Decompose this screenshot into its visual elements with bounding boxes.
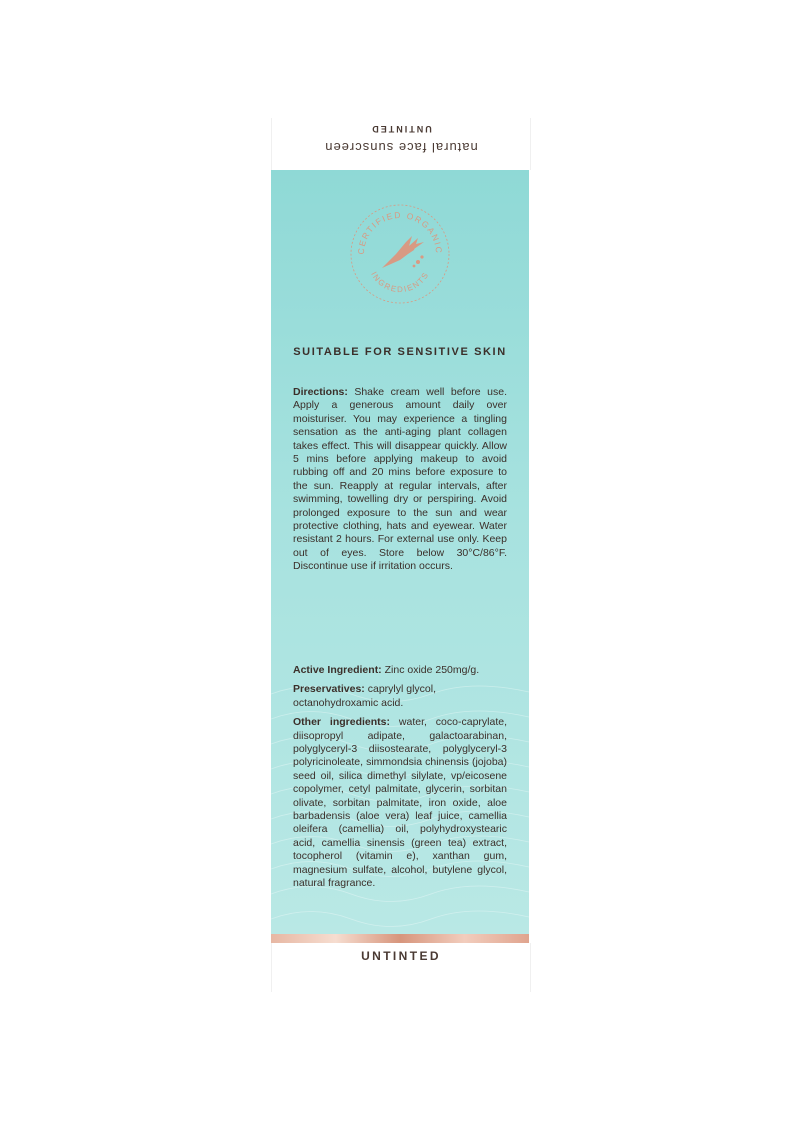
active-ingredient <box>293 664 507 677</box>
svg-text:CERTIFIED ORGANIC <box>356 210 444 255</box>
other-body: water, coco-caprylate, diisopropyl adipate, galactoarabinan, polyglyceryl-3 diisostearate, polyglyceryl-3 polyricinoleate, simmondsia chinensis (jojoba) seed oil, silica dimethyl silylate, vp/eicosene copolymer, cetyl palmitate, glycerin, sorbitan olivate, sorbitan palmitate, iron oxide, aloe barbadensis (aloe vera) leaf juice, camellia oleifera (camellia) oil, polyhydroxystearic acid, camellia sinensis (green tea) extract, tocopherol (vitamin e), xanthan gum, magnesium sulfate, alcohol, butylene glycol, natural fragrance. <box>293 716 508 890</box>
untinted-label: UNTINTED <box>361 949 441 963</box>
ingredients-section <box>293 664 507 897</box>
other-ingredients <box>293 716 507 890</box>
directions-body: Shake cream well before use. Apply a generous amount daily over moisturiser. You may experience a tingling sensation as the anti-aging plant collagen takes effect. This will disappear quickly. Allow 5 mins before applying makeup to avoid rubbing off and 20 mins before exposure to the sun. Reapply at regular intervals, after swimming, towelling dry or perspiring. Avoid prolonged exposure to the sun and wear protective clothing, hats and eyewear. Water resistant 2 hours. For external use only. Keep out of eyes. Store below 30°C/86°F. Discontinue use if irritation occurs. <box>293 386 507 573</box>
bottom-flap <box>271 943 531 992</box>
info-panel <box>271 170 529 934</box>
product-box-side-panel <box>271 118 529 992</box>
other-label: Other ingredients: <box>293 716 390 729</box>
preservatives <box>293 683 507 710</box>
suitable-headline: SUITABLE FOR SENSITIVE SKIN <box>293 346 507 358</box>
flap-variant-label: UNTINTED <box>370 124 432 134</box>
preservatives-body: caprylyl glycol, octanohydroxamic acid. <box>293 683 437 709</box>
preservatives-label: Preservatives: <box>293 683 365 696</box>
seal-bottom-text: INGREDIENTS <box>369 270 431 295</box>
flap-product-name: natural face sunscreen <box>324 140 478 155</box>
active-label: Active Ingredient: <box>293 664 382 676</box>
seal-top-text: CERTIFIED ORGANIC <box>355 209 445 255</box>
active-body: Zinc oxide 250mg/g. <box>381 664 480 676</box>
certified-organic-seal <box>348 202 452 306</box>
directions-text <box>293 386 507 574</box>
top-flap <box>271 118 531 170</box>
directions-label: Directions: <box>293 386 348 398</box>
svg-text:INGREDIENTS <box>369 270 431 294</box>
hummingbird-icon <box>382 236 424 268</box>
rose-gold-band <box>271 934 529 943</box>
